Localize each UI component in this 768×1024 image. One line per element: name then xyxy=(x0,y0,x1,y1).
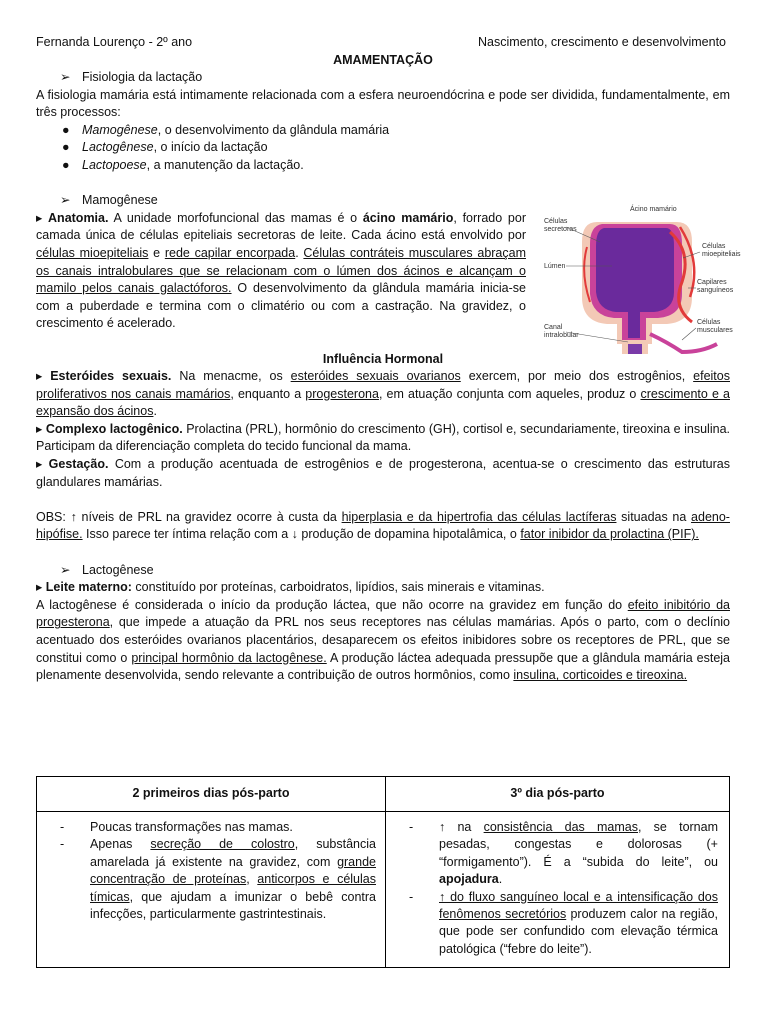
duct-shape xyxy=(628,344,642,354)
list-item: ● Mamogênese, o desenvolvimento da glândula mamária xyxy=(62,122,730,140)
tri-bullet-icon: ▸ xyxy=(36,421,43,436)
lactogenese-p2: A lactogênese é considerada o início da produção láctea, que não ocorre na gravidez em função do efeito inibitório da progesterona, que impede a atuação da PRL nos seus receptores nas células mamárias. Após o parto, com o declínio acentuado dos esteróides ovarianos placentários, desaparecem os efeitos inibidores sobre os receptores de PRL, que se constitui como o principal hormônio da lactogênese. A produção láctea adequada pressupõe que a glândula mamária esteja plenamente desenvolvida, sendo relevante a contribuição de outros hormônios, como insulina, corticoides e tireoxina. xyxy=(36,597,731,683)
list-item: ● Lactopoese, a manutenção da lactação. xyxy=(62,157,730,175)
list-item: - ↑ na consistência das mamas, se tornam pesadas, congestas e dolorosas (+ “formigamento”). É a “subida do leite”, ou apojadura. xyxy=(409,820,719,887)
bullet-icon: ● xyxy=(62,140,70,155)
label-musculares-2: musculares xyxy=(697,326,733,334)
label-capilares-1: Capilares xyxy=(697,278,727,286)
bullet-icon: ● xyxy=(62,157,70,172)
hormonal-p3: ▸ Gestação. Com a produção acentuada de estrogênios e de progesterona, acentua-se o crescimento das estruturas glandulares mamárias. xyxy=(36,457,730,489)
lactogenese-p1: ▸ Leite materno: constituído por proteínas, carboidratos, lipídios, sais minerais e vitaminas. xyxy=(36,580,545,595)
section-mamogenese-heading: ➢ Mamogênese xyxy=(36,192,730,210)
dash-icon: - xyxy=(409,820,414,834)
label-lumen: Lúmen xyxy=(544,262,566,270)
tri-bullet-icon: ▸ xyxy=(36,369,43,384)
section-lactogenese-heading: ➢ Lactogênese xyxy=(36,562,730,580)
hormonal-p2: ▸ Complexo lactogênico. Prolactina (PRL), hormônio do crescimento (GH), cortisol e, secundariamente, tireoxina e insulina. Participam da diferenciação completa do tecido funcional da mama. xyxy=(36,421,730,454)
tri-bullet-icon: ▸ xyxy=(36,580,43,595)
document-page xyxy=(36,34,741,685)
label-mioepiteliais-1: Células xyxy=(702,242,726,250)
postpartum-table xyxy=(36,776,730,968)
obs-paragraph: OBS: ↑ níveis de PRL na gravidez ocorre à custa da hiperplasia e da hipertrofia das células lactíferas situadas na adeno-hipófise. Isso parece ter íntima relação com a ↓ produção de dopamina hipotalâmica, o fator inibidor da prolactina (PIF). xyxy=(36,509,730,542)
mamogenese-paragraph: ▸ Anatomia. A unidade morfofuncional das mamas é o ácino mamário, forrado por camada única de células epiteliais secretoras de leite. Cada ácino está envolvido por células mioepiteliais e rede capilar encorpada. Células contráteis musculares abraçam os canais intralobulares que se relacionam com o lúmen dos ácinos e alcançam o mamilo pelos canais galactóforos. O desenvolvimento da glândula mamária inicia-se com a puberdade e termina com o climatério ou com a castração. Na gravidez, o crescimento é acelerado. xyxy=(36,210,526,331)
label-musculares-1: Células xyxy=(697,318,721,326)
bullet-icon: ● xyxy=(62,122,70,137)
page-title: AMAMENTAÇÃO xyxy=(333,53,433,67)
list-item: - Poucas transformações nas mamas. xyxy=(60,819,376,836)
header-subject: Nascimento, crescimento e desenvolvimento xyxy=(477,35,726,49)
process-list xyxy=(36,122,730,175)
dash-icon: - xyxy=(60,837,65,852)
arrowhead-icon: ➢ xyxy=(60,193,71,208)
section-fisiologia-heading: ➢ Fisiologia da lactação xyxy=(36,69,730,87)
mamogenese-block xyxy=(36,205,741,339)
hormonal-heading: Influência Hormonal xyxy=(322,351,444,366)
list-item: ● Lactogênese, o início da lactação xyxy=(62,139,730,157)
tri-bullet-icon: ▸ xyxy=(36,210,43,225)
label-canal-2: intralobular xyxy=(544,331,579,339)
header-author: Fernanda Lourenço - 2º ano xyxy=(36,35,193,49)
label-canal-1: Canal xyxy=(544,323,563,331)
tri-bullet-icon: ▸ xyxy=(36,457,43,472)
fisiologia-intro: A fisiologia mamária está intimamente relacionada com a esfera neuroendócrina e pode ser dividida, fundamentalmente, em três processos: xyxy=(36,87,730,120)
hormonal-p1: ▸ Esteróides sexuais. Na menacme, os esteróides sexuais ovarianos exercem, por meio dos estrogênios, efeitos proliferativos nos canais mamários, enquanto a progesterona, em atuação conjunta com aqueles, produz o crescimento e a expansão dos ácinos. xyxy=(36,369,730,419)
table-cell-col1 xyxy=(37,812,386,968)
label-secretoras-2: secretoras xyxy=(544,225,577,233)
list-item: - ↑ do fluxo sanguíneo local e a intensificação dos fenômenos secretórios produzem calor na região, que pode ser confundido com elevação térmica patológica (“febre do leite”). xyxy=(409,889,719,956)
acino-diagram xyxy=(542,202,741,362)
label-capilares-2: sanguíneos xyxy=(697,286,734,294)
label-secretoras-1: Células xyxy=(544,217,568,225)
arrowhead-icon: ➢ xyxy=(60,70,71,84)
arrowhead-icon: ➢ xyxy=(60,562,71,577)
label-mioepiteliais-2: mioepiteliais xyxy=(702,250,741,258)
list-item: - Apenas secreção de colostro, substância amarelada já existente na gravidez, com grande concentração de proteínas, anticorpos e células tímicas, que ajudam a imunizar o bebê contra infecções, particularmente gastrintestinais. xyxy=(60,837,376,922)
page-header xyxy=(36,34,730,52)
dash-icon: - xyxy=(60,820,65,834)
muscle-shape xyxy=(650,334,717,352)
dash-icon: - xyxy=(409,889,414,904)
table-header-col2: 3º dia pós-parto xyxy=(386,777,730,812)
table-header-col1: 2 primeiros dias pós-parto xyxy=(37,777,386,812)
table-cell-col2 xyxy=(386,812,730,968)
label-acino: Ácino mamário xyxy=(630,205,677,213)
